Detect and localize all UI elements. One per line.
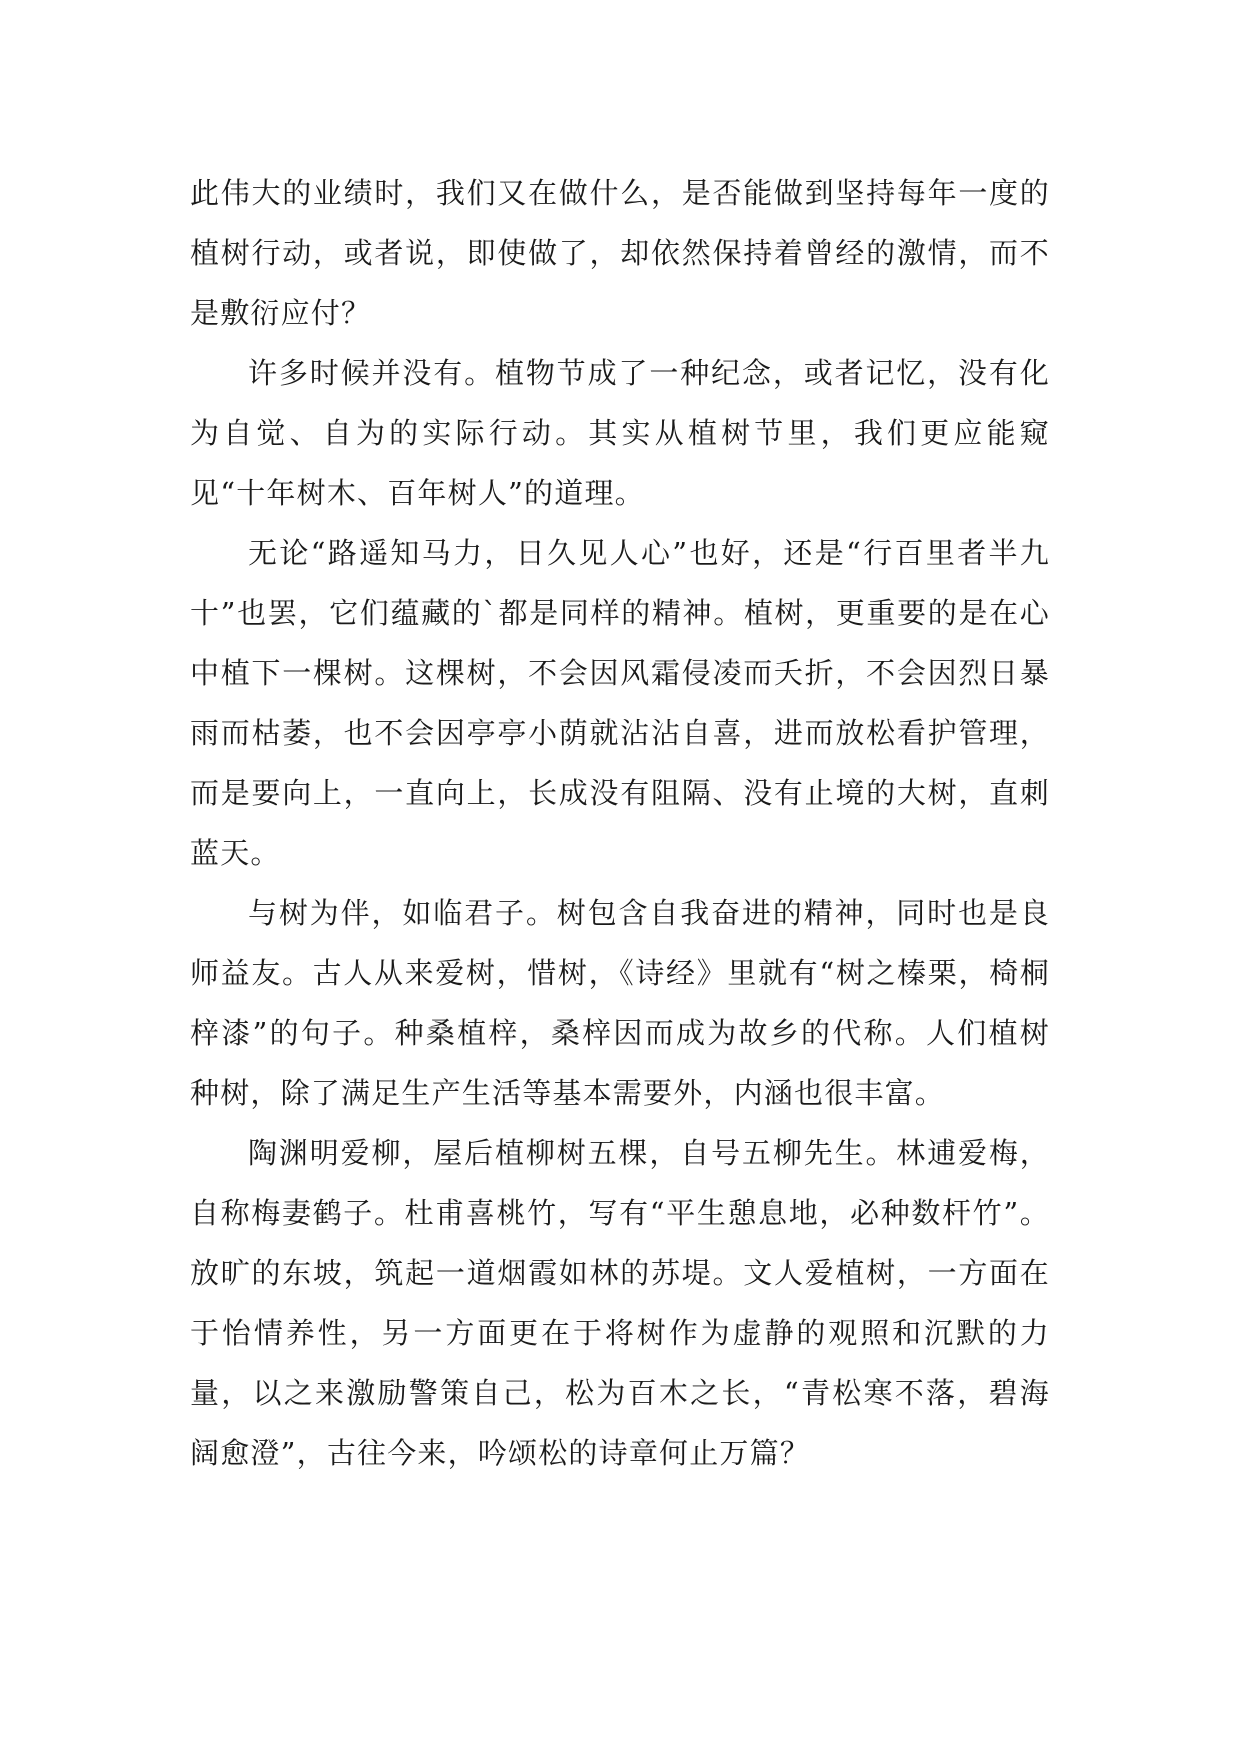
paragraph: 与树为伴，如临君子。树包含自我奋进的精神，同时也是良师益友。古人从来爱树，惜树，《诗经》里就有“树之榛栗，椅桐梓漆”的句子。种桑植梓，桑梓因而成为故乡的代称。人们植树种树，除了满足生产生活等基本需要外，内涵也很丰富。 <box>190 896 1050 1110</box>
paragraph-continued: 此伟大的业绩时，我们又在做什么，是否能做到坚持每年一度的植树行动，或者说，即使做了，却依然保持着曾经的激情，而不是敷衍应付？ <box>190 176 1050 330</box>
document-body <box>190 163 1050 1483</box>
paragraph: 许多时候并没有。植物节成了一种纪念，或者记忆，没有化为自觉、自为的实际行动。其实从植树节里，我们更应能窥见“十年树木、百年树人”的道理。 <box>190 356 1050 510</box>
paragraph: 无论“路遥知马力，日久见人心”也好，还是“行百里者半九十”也罢，它们蕴藏的`都是同样的精神。植树，更重要的是在心中植下一棵树。这棵树，不会因风霜侵凌而夭折，不会因烈日暴雨而枯萎，也不会因亭亭小荫就沾沾自喜，进而放松看护管理，而是要向上，一直向上，长成没有阻隔、没有止境的大树，直刺蓝天。 <box>190 536 1050 870</box>
paragraph: 陶渊明爱柳，屋后植柳树五棵，自号五柳先生。林逋爱梅，自称梅妻鹤子。杜甫喜桃竹，写有“平生憩息地，必种数杆竹”。放旷的东坡，筑起一道烟霞如林的苏堤。文人爱植树，一方面在于怡情养性，另一方面更在于将树作为虚静的观照和沉默的力量，以之来激励警策自己，松为百木之长，“青松寒不落，碧海阔愈澄”，古往今来，吟颂松的诗章何止万篇？ <box>190 1136 1050 1470</box>
